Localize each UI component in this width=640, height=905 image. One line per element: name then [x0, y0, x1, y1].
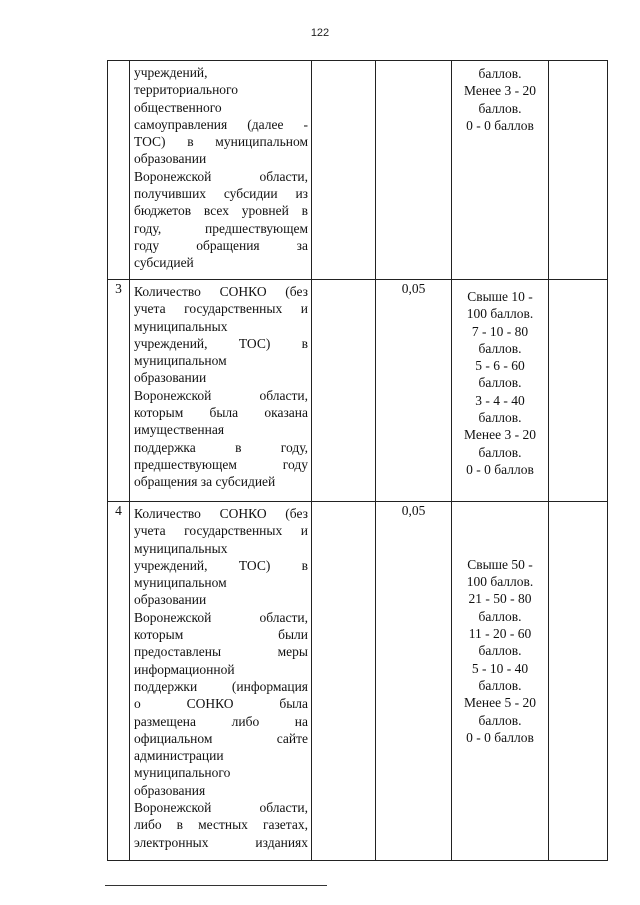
score-cell: [452, 61, 549, 280]
table-row-3: [108, 280, 608, 502]
name-line: общественного: [134, 99, 222, 115]
name-line: году обращения за: [134, 237, 308, 253]
name-line: Воронежской области,: [134, 800, 308, 816]
score-scale: [452, 61, 548, 134]
name-line: поддержка в году,: [134, 439, 308, 455]
score-line: 0 - 0 баллов: [466, 461, 534, 477]
score-line: 5 - 6 - 60: [475, 358, 525, 374]
name-line: Количество СОНКО (без: [134, 506, 308, 521]
weight-cell: [376, 61, 452, 280]
score-scale: [452, 556, 548, 806]
footer-rule: [105, 885, 327, 886]
score-line: баллов.: [478, 66, 522, 81]
score-line: 11 - 20 - 60: [468, 626, 532, 642]
name-line: обращения за субсидией: [134, 474, 276, 490]
name-line: имущественная: [134, 422, 225, 438]
score-line: 100 баллов.: [466, 574, 534, 590]
score-line: баллов.: [478, 712, 522, 728]
score-line: 3 - 4 - 40: [475, 392, 525, 408]
weight-cell: [376, 280, 452, 502]
name-line: учреждений,: [134, 65, 208, 80]
score-cell: [452, 502, 549, 861]
score-line: баллов.: [478, 100, 522, 116]
name-line: образовании: [134, 151, 207, 167]
score-line: баллов.: [478, 643, 522, 659]
score-line: баллов.: [478, 608, 522, 624]
score-line: баллов.: [478, 444, 522, 460]
score-line: баллов.: [478, 410, 522, 426]
name-line: учета государственных и: [134, 523, 308, 539]
name-line: образовании: [134, 592, 207, 608]
name-line: учреждений, ТОС) в: [134, 557, 308, 573]
empty-cell: [312, 502, 376, 861]
name-line: которым были: [134, 627, 308, 643]
row-number-cell: [108, 280, 130, 502]
name-line: году, предшествующем: [134, 220, 308, 236]
criteria-table: [107, 60, 608, 861]
score-line: Свыше 10 -: [467, 289, 533, 304]
name-line: учета государственных и: [134, 301, 308, 317]
name-line: субсидией: [134, 255, 194, 271]
score-line: Менее 3 - 20: [464, 83, 536, 99]
score-line: 0 - 0 баллов: [466, 117, 534, 133]
name-line: информационной: [134, 661, 235, 677]
row-number: 3: [115, 281, 122, 296]
criterion-name-cell: [130, 280, 312, 502]
name-line: Воронежской области,: [134, 387, 308, 403]
score-line: 100 баллов.: [466, 306, 534, 322]
name-line: администрации: [134, 748, 224, 764]
name-line: муниципальном: [134, 353, 227, 369]
name-line: которым была оказана: [134, 405, 308, 421]
empty-cell: [312, 280, 376, 502]
empty-cell: [549, 61, 608, 280]
name-line: ТОС) в муниципальном: [134, 134, 308, 150]
score-line: Менее 3 - 20: [464, 427, 536, 443]
name-line: самоуправления (далее -: [134, 116, 308, 132]
page-number: 122: [310, 27, 330, 39]
criterion-name: [130, 502, 311, 851]
name-line: Воронежской области,: [134, 168, 308, 184]
score-line: баллов.: [478, 340, 522, 356]
name-line: муниципального: [134, 765, 231, 781]
name-line: Воронежской области,: [134, 609, 308, 625]
score-line: 7 - 10 - 80: [471, 323, 529, 339]
name-line: предоставлены меры: [134, 644, 308, 660]
name-line: Количество СОНКО (без: [134, 284, 308, 299]
weight-value: 0,05: [401, 281, 426, 296]
name-line: образования: [134, 782, 206, 798]
name-line: бюджетов всех уровней в: [134, 203, 308, 219]
name-line: территориального: [134, 82, 238, 98]
row-number-cell: [108, 502, 130, 861]
score-line: Свыше 50 -: [467, 556, 533, 572]
criterion-name: [130, 280, 311, 491]
name-line: муниципальных: [134, 318, 228, 334]
name-line: получивших субсидии из: [134, 186, 308, 202]
empty-cell: [549, 280, 608, 502]
criterion-name-cell: [130, 61, 312, 280]
name-line: предшествующем году: [134, 456, 308, 472]
score-cell: [452, 280, 549, 502]
empty-cell: [312, 61, 376, 280]
name-line: муниципальных: [134, 540, 228, 556]
empty-cell: [549, 502, 608, 861]
name-line: поддержки (информация: [134, 678, 308, 694]
name-line: образовании: [134, 370, 207, 386]
name-line: размещена либо на: [134, 713, 308, 729]
table-row-4: [108, 502, 608, 861]
score-line: 21 - 50 - 80: [468, 591, 532, 607]
name-line: о СОНКО была: [134, 696, 308, 712]
name-line: официальном сайте: [134, 730, 308, 746]
row-number: 4: [115, 503, 122, 518]
criterion-name-cell: [130, 502, 312, 861]
score-line: 5 - 10 - 40: [471, 660, 529, 676]
name-line: учреждений, ТОС) в: [134, 335, 308, 351]
score-line: баллов.: [478, 677, 522, 693]
score-line: баллов.: [478, 375, 522, 391]
weight-cell: [376, 502, 452, 861]
name-line: электронных изданиях: [134, 834, 308, 850]
name-line: либо в местных газетах,: [134, 817, 308, 833]
score-line: Менее 5 - 20: [464, 695, 536, 711]
table-row-continuation: [108, 61, 608, 280]
row-number-cell: [108, 61, 130, 280]
score-scale: [452, 280, 548, 478]
criterion-name: [130, 61, 311, 272]
name-line: муниципальном: [134, 575, 227, 591]
weight-value: 0,05: [401, 503, 426, 518]
score-line: 0 - 0 баллов: [466, 729, 534, 745]
